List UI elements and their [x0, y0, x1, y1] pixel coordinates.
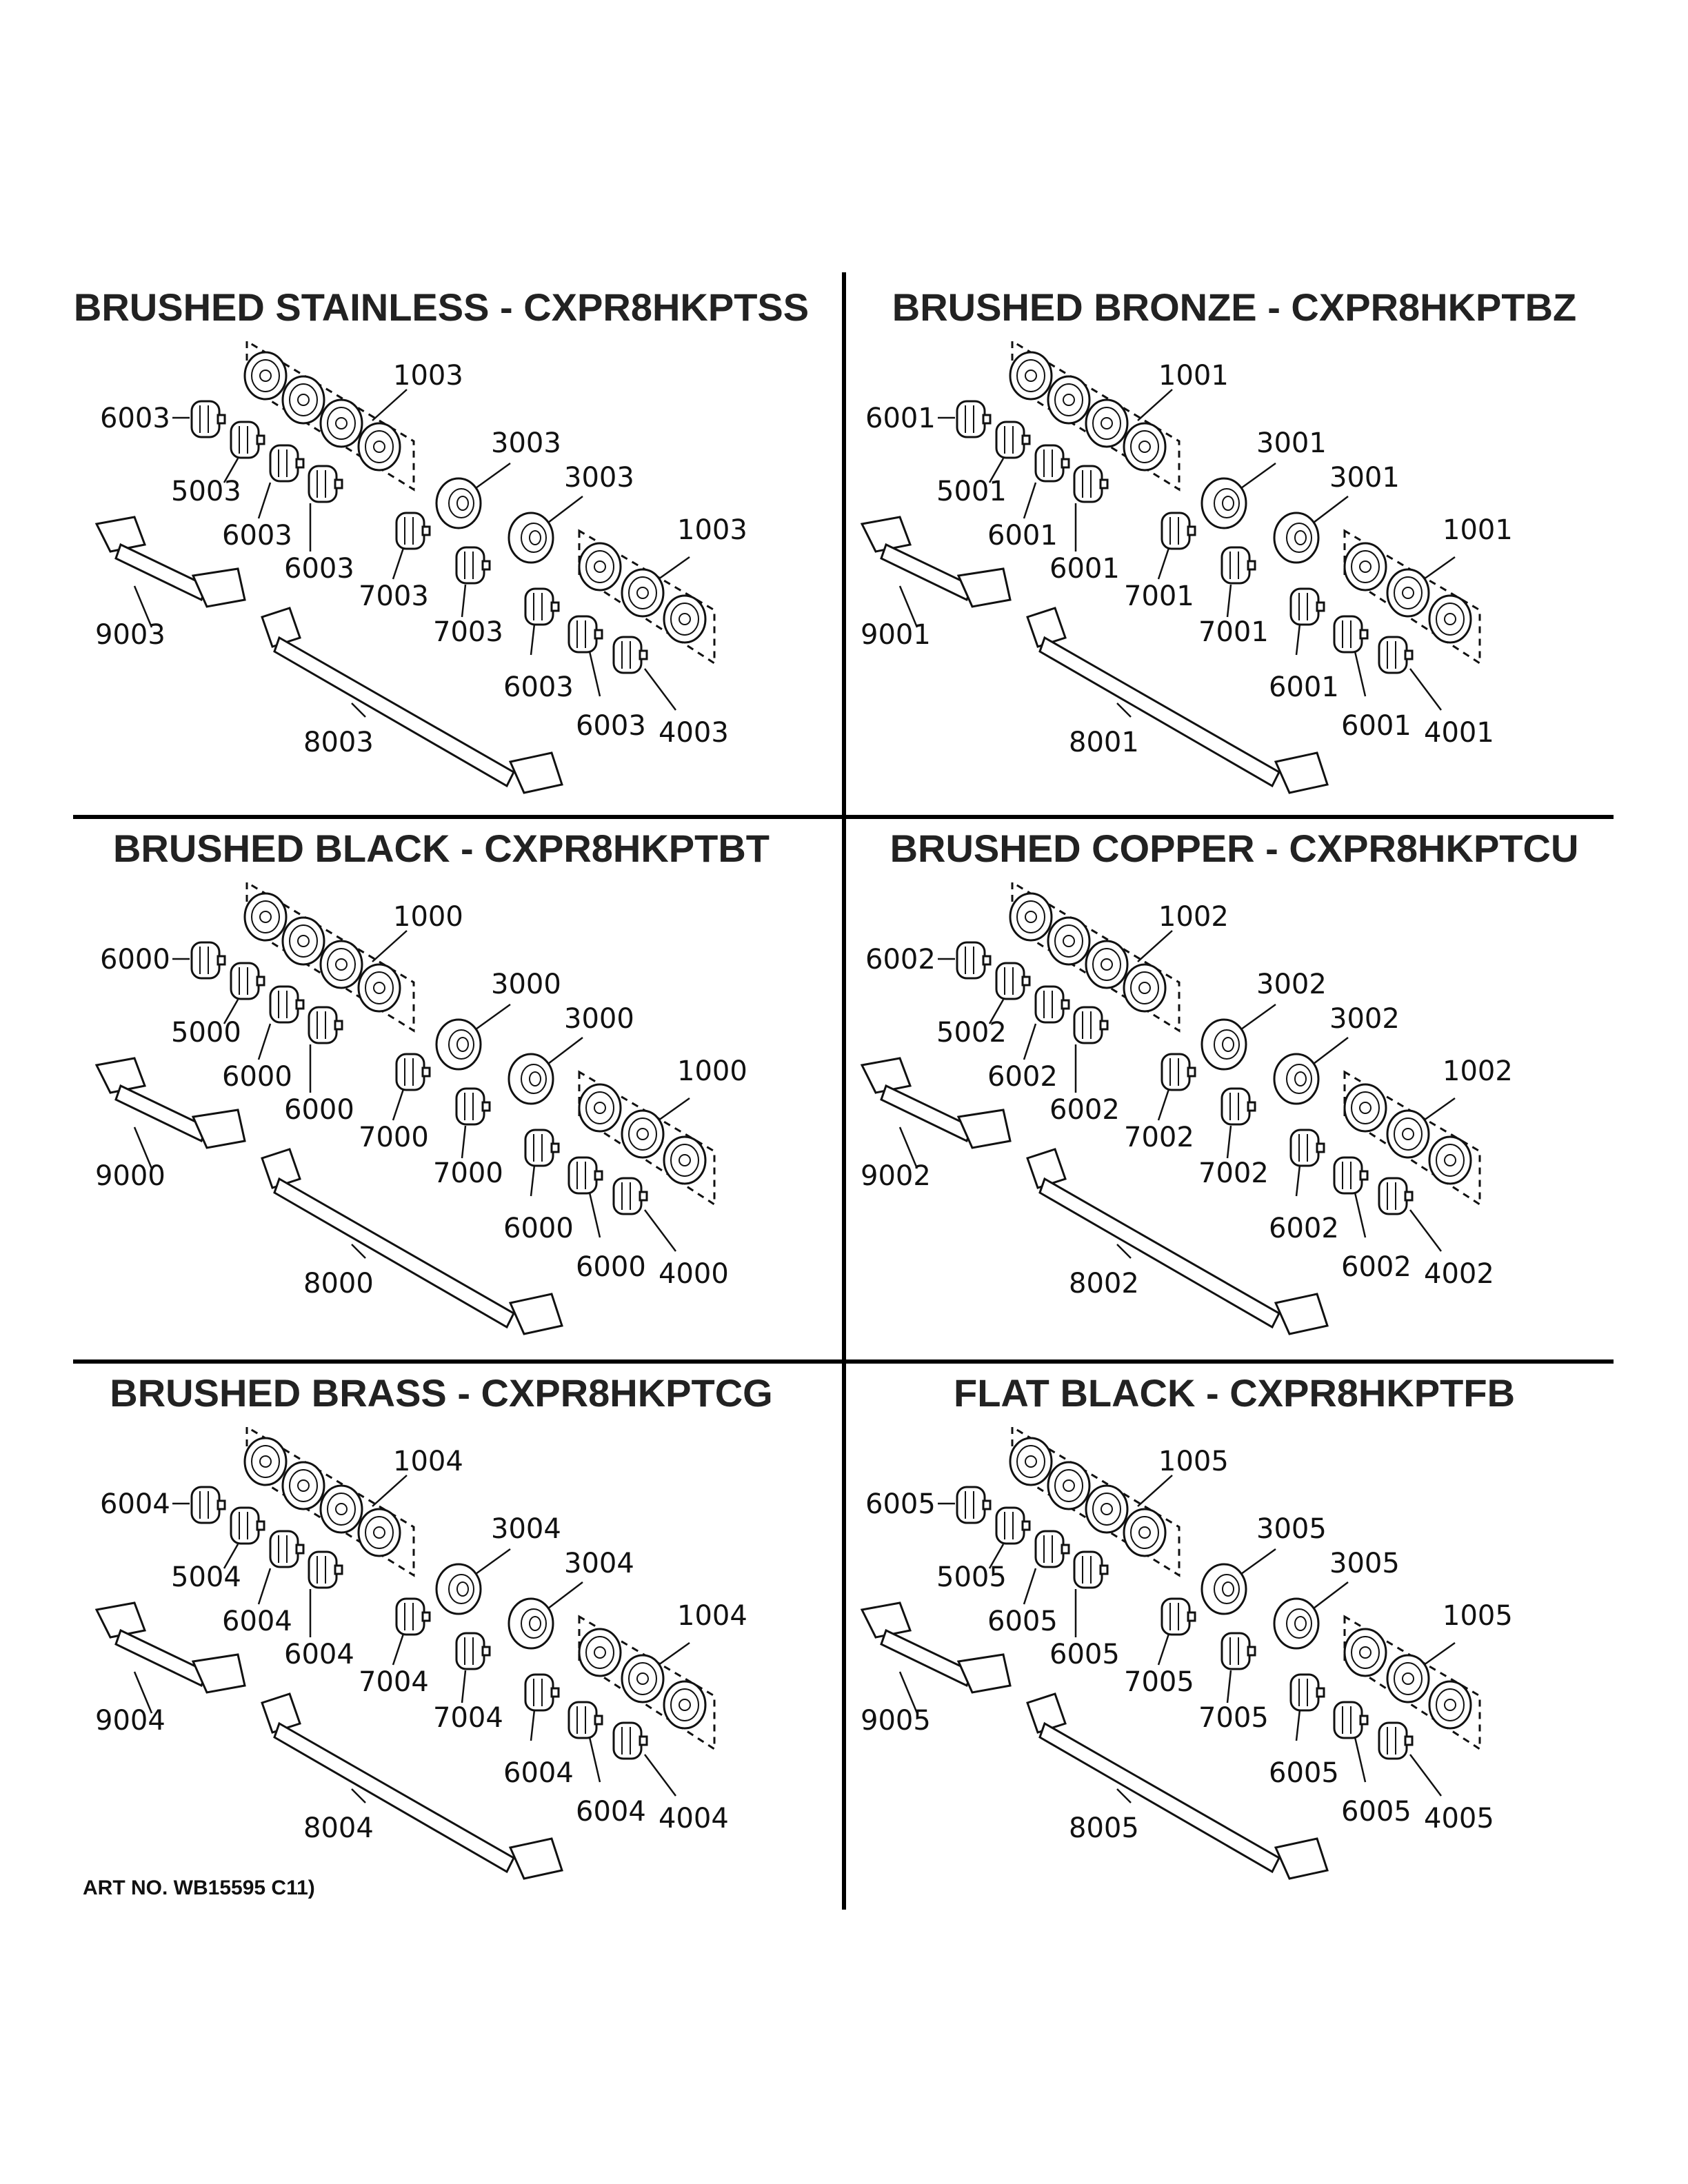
leader-line	[476, 463, 510, 488]
knob-d	[396, 1599, 430, 1635]
callout-knob-g: 6001	[1341, 710, 1411, 742]
burner-knob	[1048, 376, 1089, 423]
knob-a	[996, 1508, 1029, 1544]
leader-line	[531, 1710, 534, 1741]
leader-line	[1314, 1582, 1348, 1608]
callout-knob-c: 6000	[284, 1094, 354, 1126]
knob-e	[456, 1089, 490, 1124]
leader-line	[1355, 651, 1365, 696]
callout-ring-b: 3002	[1329, 1003, 1400, 1035]
trim-ring-b	[1274, 1599, 1318, 1648]
callout-knob-c: 6001	[1049, 553, 1120, 585]
callout-knob-d: 7001	[1124, 580, 1194, 612]
callout-knob-a: 5002	[936, 1017, 1007, 1049]
burner-knob	[664, 1137, 705, 1184]
callout-knob-set-right: 1001	[1443, 514, 1513, 546]
leader-line	[462, 585, 465, 617]
leader-line	[372, 390, 407, 421]
burner-knob	[1124, 423, 1165, 470]
leader-line	[1410, 669, 1441, 710]
leader-line	[1424, 1098, 1455, 1120]
callout-knob-c: 6005	[1049, 1639, 1120, 1670]
leader-line	[531, 1165, 534, 1196]
callout-ring-a: 3000	[491, 969, 561, 1000]
callout-handle-long: 8005	[1069, 1812, 1139, 1844]
knob-f	[525, 589, 559, 625]
trim-ring-b	[509, 1599, 553, 1648]
burner-knob	[1387, 1111, 1429, 1157]
burner-knob	[1429, 1137, 1471, 1184]
burner-knob	[245, 1438, 286, 1485]
callout-knob-f: 6000	[503, 1213, 574, 1244]
callout-knob-f: 6003	[503, 671, 574, 703]
knob-b	[270, 445, 303, 481]
leader-line	[1424, 557, 1455, 579]
leader-line	[1227, 1670, 1231, 1703]
knob-g	[1334, 616, 1367, 652]
callout-knob-h: 4005	[1424, 1803, 1494, 1834]
panel-title: BRUSHED BRONZE - CXPR8HKPTBZ	[892, 285, 1577, 329]
burner-knob	[245, 352, 286, 399]
callout-knob-a: 5004	[171, 1561, 241, 1593]
knob-c	[309, 466, 342, 502]
leader-line	[1241, 1004, 1276, 1029]
knob-h	[1379, 1723, 1412, 1759]
knob-b	[1036, 1531, 1069, 1567]
leader-line	[259, 483, 270, 518]
callout-knob-set-top: 1005	[1158, 1446, 1229, 1477]
callout-knob-side: 6004	[100, 1488, 170, 1520]
leader-line	[1296, 1165, 1300, 1196]
trim-ring-a	[1202, 478, 1246, 528]
leader-line	[531, 624, 534, 655]
callout-knob-d: 7004	[359, 1666, 429, 1698]
callout-knob-h: 4000	[659, 1258, 729, 1290]
knob-side	[957, 942, 990, 978]
callout-knob-side: 6005	[865, 1488, 936, 1520]
leader-line	[393, 1089, 403, 1120]
burner-knob	[321, 400, 362, 447]
callout-knob-e: 7001	[1198, 616, 1269, 648]
leader-line	[645, 669, 676, 710]
leader-line	[1314, 1038, 1348, 1064]
burner-knob	[1010, 352, 1052, 399]
knob-b	[270, 987, 303, 1022]
leader-line	[476, 1549, 510, 1574]
leader-line	[1158, 1089, 1169, 1120]
burner-knob	[1387, 569, 1429, 616]
knob-a	[231, 963, 264, 999]
knob-a	[996, 963, 1029, 999]
burner-knob	[1345, 1629, 1386, 1676]
callout-ring-b: 3005	[1329, 1548, 1400, 1579]
knob-side	[192, 942, 225, 978]
leader-line	[1355, 1737, 1365, 1782]
knob-b	[270, 1531, 303, 1567]
leader-line	[590, 651, 600, 696]
knob-d	[1162, 1599, 1195, 1635]
leader-line	[1227, 585, 1231, 617]
callout-ring-a: 3001	[1256, 427, 1327, 459]
leader-line	[548, 496, 583, 523]
burner-knob	[1086, 400, 1127, 447]
leader-line	[372, 931, 407, 962]
callout-knob-g: 6003	[576, 710, 646, 742]
knob-g	[569, 616, 602, 652]
callout-knob-b: 6001	[987, 520, 1058, 552]
callout-knob-b: 6002	[987, 1061, 1058, 1093]
callout-knob-set-top: 1003	[393, 360, 463, 392]
callout-knob-set-top: 1002	[1158, 901, 1229, 933]
trim-ring-b	[509, 513, 553, 563]
leader-line	[259, 1568, 270, 1604]
knob-h	[1379, 1178, 1412, 1214]
callout-knob-c: 6004	[284, 1639, 354, 1670]
callout-knob-a: 5001	[936, 476, 1007, 507]
callout-handle-short: 9002	[861, 1160, 931, 1192]
knob-a	[231, 1508, 264, 1544]
leader-line	[659, 1098, 690, 1120]
callout-knob-h: 4002	[1424, 1258, 1494, 1290]
leader-line	[659, 557, 690, 579]
burner-knob	[1345, 543, 1386, 590]
finish-panel	[861, 827, 1578, 1334]
knob-d	[1162, 513, 1195, 549]
burner-knob	[664, 1681, 705, 1728]
burner-knob	[1124, 1509, 1165, 1556]
leader-line	[1355, 1193, 1365, 1237]
callout-ring-a: 3004	[491, 1513, 561, 1545]
finish-panel	[95, 827, 770, 1334]
leader-line	[659, 1643, 690, 1665]
burner-knob	[245, 893, 286, 940]
callout-knob-e: 7003	[433, 616, 503, 648]
knob-e	[456, 1633, 490, 1669]
callout-knob-f: 6001	[1269, 671, 1339, 703]
callout-handle-short: 9005	[861, 1705, 931, 1737]
callout-knob-side: 6001	[865, 403, 936, 434]
leader-line	[590, 1737, 600, 1782]
finish-panel	[95, 1371, 773, 1879]
trim-ring-a	[1202, 1020, 1246, 1069]
trim-ring-a	[436, 478, 481, 528]
leader-line	[476, 1004, 510, 1029]
burner-knob	[283, 918, 324, 964]
trim-ring-a	[436, 1020, 481, 1069]
callout-knob-set-right: 1005	[1443, 1600, 1513, 1632]
knob-c	[1074, 466, 1107, 502]
callout-knob-d: 7003	[359, 580, 429, 612]
knob-d	[396, 513, 430, 549]
leader-line	[1138, 931, 1172, 962]
knob-side	[957, 1487, 990, 1523]
leader-line	[1314, 496, 1348, 523]
knob-h	[614, 1723, 647, 1759]
trim-ring-a	[1202, 1564, 1246, 1614]
leader-line	[1024, 1568, 1036, 1604]
callout-knob-h: 4003	[659, 717, 729, 749]
leader-line	[1138, 390, 1172, 421]
callout-knob-a: 5005	[936, 1561, 1007, 1593]
callout-knob-d: 7000	[359, 1122, 429, 1153]
panel-title: BRUSHED BRASS - CXPR8HKPTCG	[110, 1371, 773, 1415]
callout-knob-e: 7005	[1198, 1702, 1269, 1734]
callout-handle-short: 9000	[95, 1160, 165, 1192]
knob-c	[309, 1552, 342, 1588]
callout-knob-f: 6004	[503, 1757, 574, 1789]
burner-knob	[1429, 1681, 1471, 1728]
callout-knob-d: 7005	[1124, 1666, 1194, 1698]
callout-knob-c: 6003	[284, 553, 354, 585]
callout-knob-h: 4001	[1424, 717, 1494, 749]
burner-knob	[321, 941, 362, 988]
callout-handle-short: 9004	[95, 1705, 165, 1737]
finish-panel	[861, 285, 1576, 793]
callout-knob-f: 6002	[1269, 1213, 1339, 1244]
knob-f	[1291, 1675, 1324, 1710]
knob-g	[569, 1157, 602, 1193]
burner-knob	[283, 376, 324, 423]
burner-knob	[359, 964, 400, 1011]
burner-knob	[579, 1084, 621, 1131]
callout-handle-long: 8002	[1069, 1268, 1139, 1300]
knob-e	[1222, 547, 1255, 583]
callout-ring-b: 3004	[564, 1548, 634, 1579]
leader-line	[1227, 1126, 1231, 1158]
panel-title: BRUSHED BLACK - CXPR8HKPTBT	[112, 827, 770, 870]
callout-ring-b: 3000	[564, 1003, 634, 1035]
burner-knob	[1048, 1462, 1089, 1509]
knob-f	[1291, 1130, 1324, 1166]
knob-e	[1222, 1633, 1255, 1669]
panel-title: BRUSHED COPPER - CXPR8HKPTCU	[890, 827, 1579, 870]
callout-knob-b: 6004	[222, 1606, 292, 1637]
finish-panel	[74, 285, 809, 793]
panel-title: FLAT BLACK - CXPR8HKPTFB	[953, 1371, 1516, 1415]
leader-line	[352, 1789, 365, 1803]
leader-line	[1410, 1755, 1441, 1796]
callout-knob-f: 6005	[1269, 1757, 1339, 1789]
callout-knob-g: 6002	[1341, 1251, 1411, 1283]
callout-knob-a: 5000	[171, 1017, 241, 1049]
callout-knob-set-right: 1000	[677, 1055, 747, 1087]
leader-line	[1117, 1789, 1131, 1803]
leader-line	[352, 703, 365, 717]
burner-knob	[1387, 1655, 1429, 1702]
knob-c	[309, 1007, 342, 1043]
callout-knob-d: 7002	[1124, 1122, 1194, 1153]
leader-line	[1241, 463, 1276, 488]
burner-knob	[283, 1462, 324, 1509]
callout-handle-long: 8000	[303, 1268, 374, 1300]
leader-line	[590, 1193, 600, 1237]
leader-line	[1241, 1549, 1276, 1574]
burner-knob	[622, 569, 663, 616]
burner-knob	[1086, 941, 1127, 988]
callout-knob-e: 7000	[433, 1157, 503, 1189]
leader-line	[1117, 703, 1131, 717]
leader-line	[548, 1582, 583, 1608]
finish-panel	[861, 1371, 1515, 1879]
panel-title: BRUSHED STAINLESS - CXPR8HKPTSS	[73, 285, 810, 329]
leader-line	[462, 1670, 465, 1703]
callout-knob-set-right: 1004	[677, 1600, 747, 1632]
burner-knob	[579, 543, 621, 590]
knob-d	[1162, 1054, 1195, 1090]
leader-line	[548, 1038, 583, 1064]
knob-c	[1074, 1007, 1107, 1043]
knob-e	[1222, 1089, 1255, 1124]
burner-knob	[664, 596, 705, 643]
burner-knob	[1010, 893, 1052, 940]
knob-e	[456, 547, 490, 583]
callout-knob-g: 6000	[576, 1251, 646, 1283]
burner-knob	[1429, 596, 1471, 643]
burner-knob	[321, 1486, 362, 1533]
burner-knob	[359, 423, 400, 470]
callout-knob-set-top: 1004	[393, 1446, 463, 1477]
knob-a	[996, 422, 1029, 458]
callout-handle-long: 8003	[303, 727, 374, 758]
leader-line	[393, 1634, 403, 1665]
callout-knob-side: 6000	[100, 944, 170, 975]
trim-ring-b	[1274, 1054, 1318, 1104]
knob-g	[1334, 1157, 1367, 1193]
trim-ring-b	[1274, 513, 1318, 563]
burner-knob	[1086, 1486, 1127, 1533]
knob-h	[614, 1178, 647, 1214]
leader-line	[259, 1024, 270, 1060]
knob-side	[957, 401, 990, 437]
callout-knob-set-top: 1001	[1158, 360, 1229, 392]
burner-knob	[1124, 964, 1165, 1011]
callout-handle-short: 9003	[95, 619, 165, 651]
knob-c	[1074, 1552, 1107, 1588]
callout-knob-g: 6005	[1341, 1796, 1411, 1828]
callout-ring-a: 3005	[1256, 1513, 1327, 1545]
burner-knob	[579, 1629, 621, 1676]
callout-knob-g: 6004	[576, 1796, 646, 1828]
callout-knob-h: 4004	[659, 1803, 729, 1834]
leader-line	[1410, 1210, 1441, 1251]
burner-knob	[1010, 1438, 1052, 1485]
leader-line	[1117, 1244, 1131, 1258]
burner-knob	[1048, 918, 1089, 964]
art-number: ART NO. WB15595 C11)	[83, 1877, 315, 1899]
knob-g	[1334, 1702, 1367, 1738]
leader-line	[1424, 1643, 1455, 1665]
trim-ring-b	[509, 1054, 553, 1104]
callout-knob-b: 6000	[222, 1061, 292, 1093]
trim-ring-a	[436, 1564, 481, 1614]
callout-ring-a: 3003	[491, 427, 561, 459]
knob-d	[396, 1054, 430, 1090]
leader-line	[645, 1210, 676, 1251]
leader-line	[1138, 1475, 1172, 1506]
callout-knob-set-right: 1002	[1443, 1055, 1513, 1087]
callout-ring-a: 3002	[1256, 969, 1327, 1000]
callout-ring-b: 3001	[1329, 462, 1400, 494]
knob-f	[525, 1675, 559, 1710]
knob-side	[192, 401, 225, 437]
leader-line	[1296, 624, 1300, 655]
knob-f	[525, 1130, 559, 1166]
callout-knob-e: 7004	[433, 1702, 503, 1734]
leader-line	[1158, 1634, 1169, 1665]
callout-knob-side: 6002	[865, 944, 936, 975]
burner-knob	[622, 1111, 663, 1157]
leader-line	[462, 1126, 465, 1158]
callout-knob-c: 6002	[1049, 1094, 1120, 1126]
callout-knob-e: 7002	[1198, 1157, 1269, 1189]
callout-ring-b: 3003	[564, 462, 634, 494]
leader-line	[1158, 548, 1169, 579]
callout-knob-b: 6005	[987, 1606, 1058, 1637]
leader-line	[352, 1244, 365, 1258]
leader-line	[1024, 483, 1036, 518]
knob-side	[192, 1487, 225, 1523]
leader-line	[1296, 1710, 1300, 1741]
callout-knob-set-top: 1000	[393, 901, 463, 933]
leader-line	[1024, 1024, 1036, 1060]
burner-knob	[1345, 1084, 1386, 1131]
leader-line	[393, 548, 403, 579]
knob-b	[1036, 445, 1069, 481]
knob-g	[569, 1702, 602, 1738]
leader-line	[372, 1475, 407, 1506]
callout-knob-b: 6003	[222, 520, 292, 552]
knob-a	[231, 422, 264, 458]
knob-b	[1036, 987, 1069, 1022]
callout-handle-long: 8001	[1069, 727, 1139, 758]
leader-line	[645, 1755, 676, 1796]
burner-knob	[359, 1509, 400, 1556]
knob-f	[1291, 589, 1324, 625]
callout-knob-set-right: 1003	[677, 514, 747, 546]
callout-handle-long: 8004	[303, 1812, 374, 1844]
callout-knob-side: 6003	[100, 403, 170, 434]
burner-knob	[622, 1655, 663, 1702]
callout-knob-a: 5003	[171, 476, 241, 507]
knob-h	[614, 637, 647, 673]
knob-h	[1379, 637, 1412, 673]
callout-handle-short: 9001	[861, 619, 931, 651]
